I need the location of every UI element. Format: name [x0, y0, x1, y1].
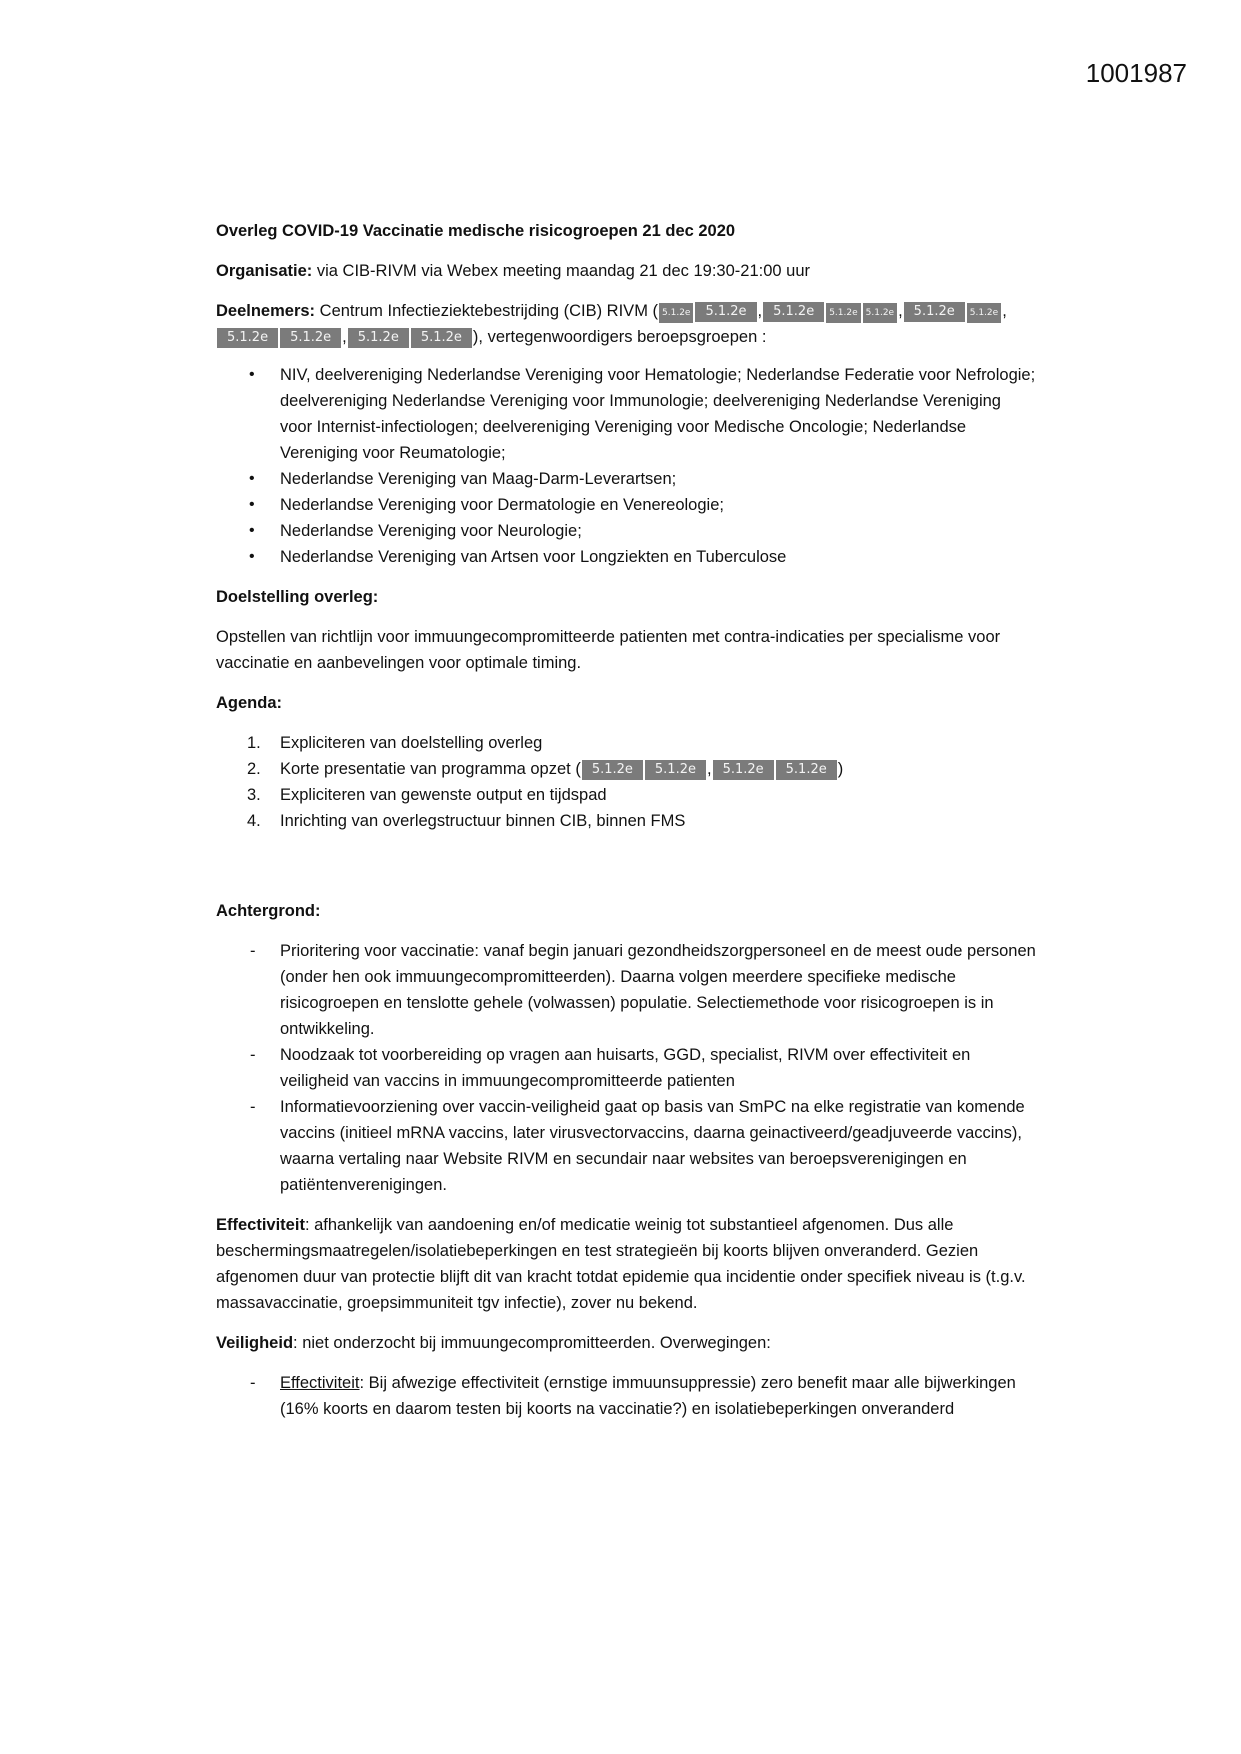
redaction-block: 5.1.2e [904, 302, 965, 322]
list-item-text: Informatievoorziening over vaccin-veiligheid gaat op basis van SmPC na elke registratie van komende vaccins (initieel mRNA vaccins, later virusvectorvaccins, daarna geinactiveerd/geadjuveerde vaccins), waarna vertaling naar Website RIVM en secundair naar websites van beroepsverenigingen en patiëntenverenigingen. [280, 1098, 1025, 1194]
effectiviteit-paragraph [216, 1212, 1036, 1316]
deelnemers-text-after: ), vertegenwoordigers beroepsgroepen : [472, 328, 767, 346]
redaction-block: 5.1.2e [776, 760, 837, 780]
agenda-text: Expliciteren van gewenste output en tijdspad [280, 786, 607, 804]
redaction-block: 5.1.2e [659, 303, 693, 323]
deelnemers-text: Centrum Infectieziektebestrijding (CIB) RIVM ( [319, 302, 659, 320]
redaction-block: 5.1.2e [645, 760, 706, 780]
agenda-close: ) [837, 760, 844, 778]
agenda-text: Expliciteren van doelstelling overleg [280, 734, 543, 752]
redaction-block: 5.1.2e [582, 760, 643, 780]
veiligheid-text: : niet onderzocht bij immuungecompromitteerden. Overwegingen: [293, 1334, 771, 1352]
achtergrond-list [216, 938, 1036, 1198]
redaction-block: 5.1.2e [826, 303, 860, 323]
list-item: • Nederlandse Vereniging voor Dermatologie en Venereologie; [216, 492, 1036, 518]
redaction-block: 5.1.2e [411, 328, 472, 348]
deelnemers-line: Deelnemers: Centrum Infectieziektebestrijding (CIB) RIVM ( 5.1.2e 5.1.2e , 5.1.2e 5.1.2e 5.1.2e , 5.1.2e 5.1.2e , 5.1.2e 5.1.2e , 5.1.2e 5.1.2e ), vertegenwoordigers beroepsgroepen : [216, 302, 1007, 346]
list-item-text: Noodzaak tot voorbereiding op vragen aan huisarts, GGD, specialist, RIVM over effectiviteit en veiligheid van vaccins in immuungecompromitteerde patienten [280, 1046, 971, 1090]
agenda-number: 4. [247, 812, 261, 830]
redaction-block: 5.1.2e [863, 303, 897, 323]
list-item [216, 730, 1036, 756]
list-item: • Nederlandse Vereniging van Maag-Darm-Leverartsen; [216, 466, 1036, 492]
redaction-block: 5.1.2e [695, 302, 756, 322]
list-item [216, 938, 1036, 1042]
redaction-block: 5.1.2e [763, 302, 824, 322]
document-title: Overleg COVID-19 Vaccinatie medische risicogroepen 21 dec 2020 [216, 222, 736, 240]
list-item [216, 1042, 1036, 1094]
redaction-block: 5.1.2e [967, 303, 1001, 323]
redaction-block: 5.1.2e [280, 328, 341, 348]
veiligheid-label: Veiligheid [216, 1334, 294, 1352]
agenda-text: Korte presentatie van programma opzet ( [280, 760, 581, 778]
agenda-heading: Agenda: [216, 694, 282, 712]
overwegingen-list [216, 1370, 1036, 1422]
dash-marker: - [250, 1098, 256, 1116]
document-body [216, 218, 1036, 1422]
veiligheid-paragraph [216, 1330, 1036, 1356]
effectiviteit-text: : afhankelijk van aandoening en/of medicatie weinig tot substantieel afgenomen. Dus alle beschermingsmaatregelen/isolatiebeperkingen en test strategieën bij koorts blijven onveranderd. Gezien afgenomen duur van protectie blijft dit van kracht totdat epidemie qua incidentie onder specifiek niveau is (t.g.v. massavaccinatie, groepsimmuniteit tgv infectie), zover nu bekend. [216, 1216, 1026, 1312]
list-item: 2. Korte presentatie van programma opzet ( 5.1.2e 5.1.2e , 5.1.2e 5.1.2e ) [216, 756, 1036, 782]
organisatie-text: via CIB-RIVM via Webex meeting maandag 21 dec 19:30-21:00 uur [316, 262, 811, 280]
deelnemers-label: Deelnemers: [216, 302, 316, 320]
redaction-block: 5.1.2e [713, 760, 774, 780]
beroepsgroepen-list [216, 362, 1036, 570]
organisatie-label: Organisatie: [216, 262, 313, 280]
overweging-label: Effectiviteit [280, 1374, 360, 1392]
list-item [216, 1094, 1036, 1198]
doelstelling-heading: Doelstelling overleg: [216, 588, 379, 606]
overweging-text: : Bij afwezige effectiviteit (ernstige immuunsuppressie) zero benefit maar alle bijwerkingen (16% koorts en daarom testen bij koorts na vaccinatie?) en isolatiebeperkingen onveranderd [280, 1374, 1016, 1418]
organisatie-line [216, 258, 1036, 284]
document-number: 1001987 [1085, 58, 1187, 88]
agenda-number: 3. [247, 786, 261, 804]
agenda-number: 1. [247, 734, 261, 752]
dash-marker: - [250, 942, 256, 960]
agenda-list [216, 730, 1036, 834]
agenda-number: 2. [247, 760, 261, 778]
redaction-block: 5.1.2e [348, 328, 409, 348]
list-item: • Nederlandse Vereniging voor Neurologie; [216, 518, 1036, 544]
redaction-block: 5.1.2e [217, 328, 278, 348]
list-item [216, 1370, 1036, 1422]
effectiviteit-label: Effectiviteit [216, 1216, 305, 1234]
agenda-text: Inrichting van overlegstructuur binnen CIB, binnen FMS [280, 812, 686, 830]
list-item-text: Prioritering voor vaccinatie: vanaf begin januari gezondheidszorgpersoneel en de meest oude personen (onder hen ook immuungecompromitteerden). Daarna volgen meerdere specifieke medische risicogroepen en tenslotte gehele (volwassen) populatie. Selectiemethode voor risicogroepen is in ontwikkeling. [280, 942, 1036, 1038]
list-item: • NIV, deelvereniging Nederlandse Vereniging voor Hematologie; Nederlandse Federatie voor Nefrologie; deelvereniging Nederlandse Vereniging voor Immunologie; deelvereniging Nederlandse Vereniging voor Internist-infectiologen; deelvereniging Vereniging voor Medische Oncologie; Nederlandse Vereniging voor Reumatologie; [216, 362, 1036, 466]
list-item [216, 808, 1036, 834]
achtergrond-heading: Achtergrond: [216, 902, 321, 920]
doelstelling-text: Opstellen van richtlijn voor immuungecompromitteerde patienten met contra-indicaties per specialisme voor vaccinatie en aanbevelingen voor optimale timing. [216, 628, 1001, 672]
list-item: • Nederlandse Vereniging van Artsen voor Longziekten en Tuberculose [216, 544, 1036, 570]
list-item [216, 782, 1036, 808]
dash-marker: - [250, 1374, 256, 1392]
dash-marker: - [250, 1046, 256, 1064]
